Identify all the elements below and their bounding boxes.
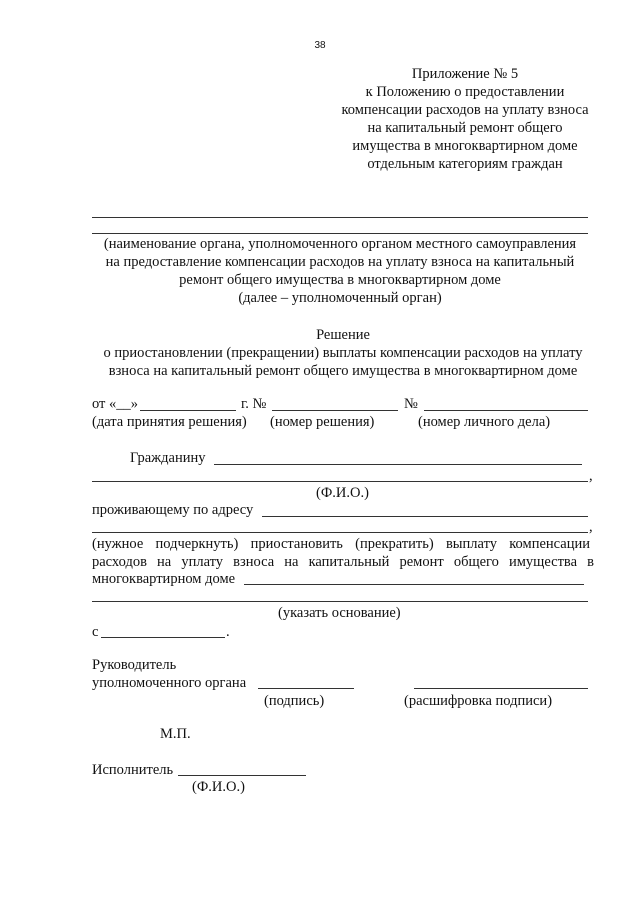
action-word: (прекратить) (355, 536, 434, 552)
action-line-1 (92, 535, 590, 553)
head-label-2: уполномоченного органа (92, 675, 247, 691)
action-word: на (284, 554, 299, 570)
citizen-label: Гражданину (130, 450, 206, 466)
citizen-name-line-1[interactable] (214, 464, 582, 465)
appendix-title: Приложение № 5 (411, 66, 519, 82)
appendix-line: компенсации расходов на уплату взноса (341, 102, 589, 118)
from-date-line[interactable] (101, 637, 225, 638)
action-word: приостановить (250, 536, 343, 552)
signature-caption: (подпись) (264, 693, 325, 709)
action-word: компенсации (509, 536, 590, 552)
basis-line-1[interactable] (244, 584, 584, 585)
action-word: уплату (181, 554, 224, 570)
date-caption: (дата принятия решения) (92, 414, 247, 430)
basis-caption: (указать основание) (278, 605, 401, 621)
appendix-line: имущества в многоквартирном доме (352, 138, 578, 154)
action-word: расходов (92, 554, 147, 570)
citizen-name-line-2[interactable] (92, 481, 588, 482)
action-word: подчеркнуть) (155, 536, 239, 552)
date-line[interactable] (140, 410, 236, 411)
action-line-2 (92, 553, 594, 571)
decision-number-line[interactable] (272, 410, 398, 411)
decision-title: Решение (316, 327, 370, 343)
citizen-comma: , (589, 468, 593, 484)
executor-line[interactable] (178, 775, 306, 776)
signature-decoding-line[interactable] (414, 688, 588, 689)
organ-caption-line: ремонт общего имущества в многоквартирном доме (179, 272, 501, 288)
decision-number-caption: (номер решения) (270, 414, 375, 430)
address-label: проживающему по адресу (92, 502, 254, 518)
from-date-end: . (226, 624, 230, 640)
year-number-label: г. № (241, 396, 267, 412)
decision-block (0, 326, 640, 380)
building-label: многоквартирном доме (92, 571, 236, 587)
action-word: общего (453, 554, 499, 570)
appendix-line: отдельным категориям граждан (367, 156, 563, 172)
number-sign: № (404, 396, 418, 412)
decision-subtitle-line: взноса на капитальный ремонт общего имущества в многоквартирном доме (108, 363, 578, 379)
case-number-caption: (номер личного дела) (418, 414, 551, 430)
executor-label: Исполнитель (92, 762, 174, 778)
action-word: на (157, 554, 172, 570)
action-word: (нужное (92, 536, 144, 552)
address-line-1[interactable] (262, 516, 588, 517)
stamp-label: М.П. (160, 726, 191, 742)
action-word: имущества (509, 554, 578, 570)
appendix-line: к Положению о предоставлении (365, 84, 565, 100)
from-date-label: с (92, 624, 99, 640)
action-word: взноса (233, 554, 275, 570)
decoding-caption: (расшифровка подписи) (404, 693, 553, 709)
executor-caption: (Ф.И.О.) (192, 779, 245, 795)
organ-name-line-1[interactable] (92, 217, 588, 218)
address-comma: , (589, 519, 593, 535)
organ-caption-line: на предоставление компенсации расходов на уплату взноса на капитальный (105, 254, 575, 270)
case-number-line[interactable] (424, 410, 588, 411)
appendix-line: на капитальный ремонт общего (367, 120, 563, 136)
action-word: ремонт (399, 554, 444, 570)
basis-line-2[interactable] (92, 601, 588, 602)
address-line-2[interactable] (92, 532, 588, 533)
organ-name-line-2[interactable] (92, 233, 588, 234)
action-word: в (587, 554, 594, 570)
organ-caption-line: (наименование органа, уполномоченного органом местного самоуправления (103, 236, 577, 252)
date-from-label: от «__» (92, 396, 139, 412)
decision-subtitle-line: о приостановлении (прекращении) выплаты компенсации расходов на уплату (103, 345, 583, 361)
appendix-block (330, 65, 600, 173)
page-number: 38 (314, 40, 326, 51)
fio-caption: (Ф.И.О.) (316, 485, 369, 501)
action-word: капитальный (308, 554, 390, 570)
action-word: выплату (445, 536, 497, 552)
organ-caption (0, 235, 640, 307)
head-label-1: Руководитель (92, 657, 177, 673)
signature-line[interactable] (258, 688, 354, 689)
organ-caption-line: (далее – уполномоченный орган) (238, 290, 442, 306)
